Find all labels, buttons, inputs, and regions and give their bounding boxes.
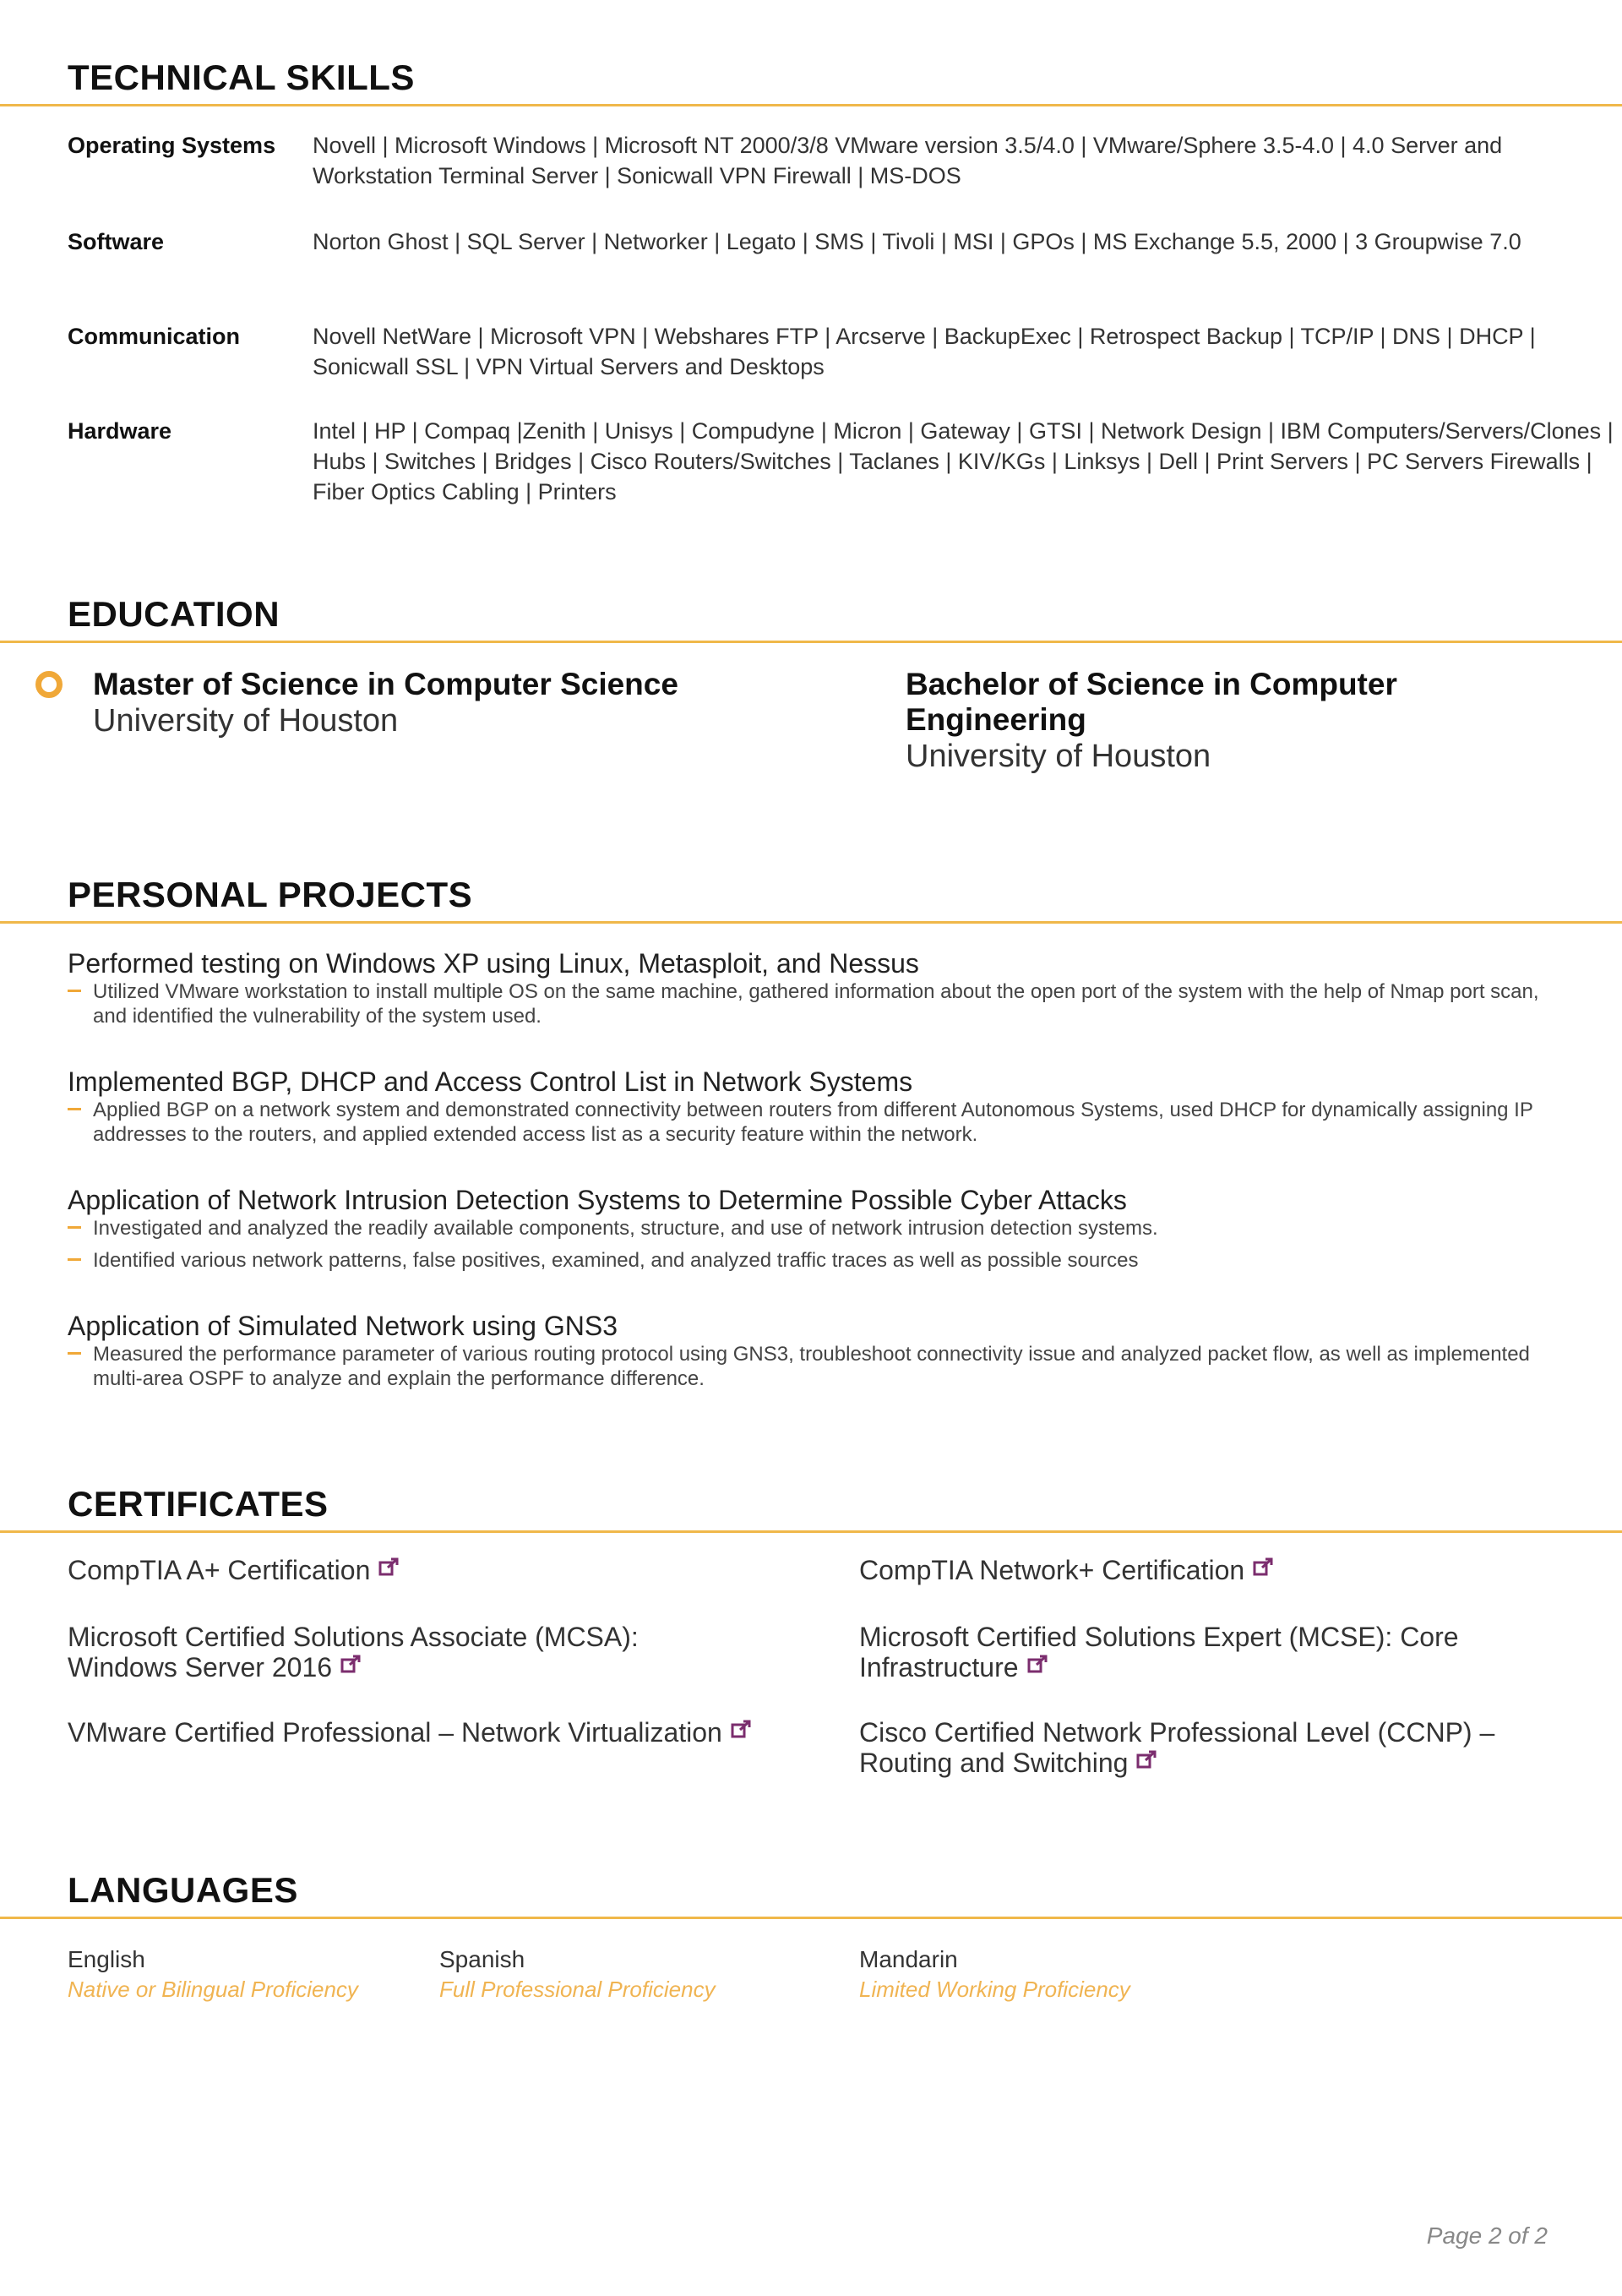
section-divider — [0, 921, 1622, 924]
project-bullet — [68, 979, 1554, 1028]
bullet-text: Applied BGP on a network system and demonstrated connectivity between routers from different Autonomous Systems, used DHCP for dynamically assigning IP addresses to the routers, and applied extended access list as a security feature within the network. — [93, 1099, 1533, 1146]
timeline-marker-icon — [35, 671, 63, 698]
certificate-item — [68, 1555, 760, 1585]
project-title: Application of Simulated Network using GNS3 — [68, 1311, 618, 1341]
certificate-name: CompTIA A+ Certification — [68, 1555, 371, 1585]
skill-label: Operating Systems — [68, 133, 276, 158]
dash-bullet-icon — [68, 1108, 81, 1110]
project-title: Implemented BGP, DHCP and Access Control List in Network Systems — [68, 1066, 913, 1097]
dash-bullet-icon — [68, 1258, 81, 1261]
language-item — [859, 1944, 1214, 2004]
section-divider — [0, 1917, 1622, 1919]
section-title-education: EDUCATION — [68, 594, 280, 634]
skill-value: Norton Ghost | SQL Server | Networker | Legato | SMS | Tivoli | MSI | GPOs | MS Exchange 5.5, 2000 | 3 Groupwise 7.0 — [313, 229, 1521, 254]
certificate-item — [859, 1717, 1535, 1778]
project-bullet — [68, 1342, 1554, 1391]
language-item — [68, 1944, 422, 2004]
skill-value: Novell NetWare | Microsoft VPN | Webshares FTP | Arcserve | BackupExec | Retrospect Backup | TCP/IP | DNS | DHCP | Sonicwall SSL | VPN Virtual Servers and Desktops — [313, 324, 1536, 379]
external-link-icon[interactable] — [340, 1655, 362, 1675]
education-degree: Master of Science in Computer Science — [93, 667, 678, 701]
skill-label: Software — [68, 229, 165, 254]
page-number: Page 2 of 2 — [1426, 2222, 1548, 2249]
language-name: Spanish — [439, 1946, 525, 1972]
certificate-name: Microsoft Certified Solutions Expert (MCSE): Core Infrastructure — [859, 1622, 1459, 1682]
project-item — [68, 1184, 1554, 1273]
bullet-text: Identified various network patterns, false positives, examined, and analyzed traffic traces as well as possible sources — [93, 1249, 1139, 1272]
language-level: Limited Working Proficiency — [859, 1977, 1130, 2002]
education-school: University of Houston — [906, 739, 1211, 774]
certificate-item — [859, 1622, 1501, 1682]
language-level: Full Professional Proficiency — [439, 1977, 716, 2002]
certificate-name: VMware Certified Professional – Network Virtualization — [68, 1717, 722, 1748]
section-title-technical-skills: TECHNICAL SKILLS — [68, 57, 415, 97]
external-link-icon[interactable] — [1253, 1557, 1275, 1578]
language-item — [439, 1944, 794, 2004]
language-name: Mandarin — [859, 1946, 958, 1972]
certificate-item — [859, 1555, 1552, 1585]
skill-label: Communication — [68, 324, 241, 349]
certificate-name: Cisco Certified Network Professional Level (CCNP) – Routing and Switching — [859, 1717, 1495, 1778]
education-school: University of Houston — [93, 703, 399, 739]
project-bullet — [68, 1216, 1554, 1241]
section-divider — [0, 104, 1622, 106]
certificate-name: CompTIA Network+ Certification — [859, 1555, 1245, 1585]
project-title: Performed testing on Windows XP using Linux, Metasploit, and Nessus — [68, 948, 919, 979]
external-link-icon[interactable] — [731, 1720, 753, 1740]
skill-label: Hardware — [68, 418, 172, 444]
certificate-name: Microsoft Certified Solutions Associate (MCSA): Windows Server 2016 — [68, 1622, 639, 1682]
skill-value: Intel | HP | Compaq |Zenith | Unisys | Compudyne | Micron | Gateway | GTSI | Network Design | IBM Computers/Servers/Clones | Hubs | Switches | Bridges | Cisco Routers/Switches | Taclanes | KIV/KGs | Linksys | Dell | Print Servers | PC Servers Firewalls | Fiber Optics Cabling | Printers — [313, 418, 1614, 504]
dash-bullet-icon — [68, 1226, 81, 1229]
bullet-text: Investigated and analyzed the readily available components, structure, and use of network intrusion detection systems. — [93, 1217, 1158, 1240]
section-title-projects: PERSONAL PROJECTS — [68, 875, 473, 914]
certificate-item — [68, 1717, 777, 1748]
education-degree: Bachelor of Science in Computer Engineering — [906, 667, 1397, 737]
language-level: Native or Bilingual Proficiency — [68, 1977, 358, 2002]
external-link-icon[interactable] — [1136, 1750, 1158, 1770]
education-item — [93, 667, 701, 739]
external-link-icon[interactable] — [1027, 1655, 1049, 1675]
section-divider — [0, 641, 1622, 643]
section-title-certificates: CERTIFICATES — [68, 1484, 329, 1524]
project-item — [68, 947, 1554, 1028]
project-item — [68, 1066, 1554, 1147]
project-title: Application of Network Intrusion Detection Systems to Determine Possible Cyber Attacks — [68, 1185, 1127, 1215]
external-link-icon[interactable] — [378, 1557, 400, 1578]
bullet-text: Utilized VMware workstation to install multiple OS on the same machine, gathered information about the open port of the system with the help of Nmap port scan, and identified the vulnerability of the system used. — [93, 980, 1539, 1028]
project-item — [68, 1310, 1554, 1391]
dash-bullet-icon — [68, 990, 81, 992]
dash-bullet-icon — [68, 1352, 81, 1355]
education-item — [906, 667, 1446, 775]
certificate-item — [68, 1622, 710, 1682]
language-name: English — [68, 1946, 145, 1972]
project-bullet — [68, 1248, 1554, 1273]
skill-value: Novell | Microsoft Windows | Microsoft NT 2000/3/8 VMware version 3.5/4.0 | VMware/Sphere 3.5-4.0 | 4.0 Server and Workstation Terminal Server | Sonicwall VPN Firewall | MS-DOS — [313, 133, 1503, 188]
bullet-text: Measured the performance parameter of various routing protocol using GNS3, troubleshoot connectivity issue and analyzed packet flow, as well as implemented multi-area OSPF to analyze and explain the performance difference. — [93, 1343, 1530, 1390]
project-bullet — [68, 1098, 1554, 1147]
section-divider — [0, 1530, 1622, 1533]
section-title-languages: LANGUAGES — [68, 1870, 298, 1910]
